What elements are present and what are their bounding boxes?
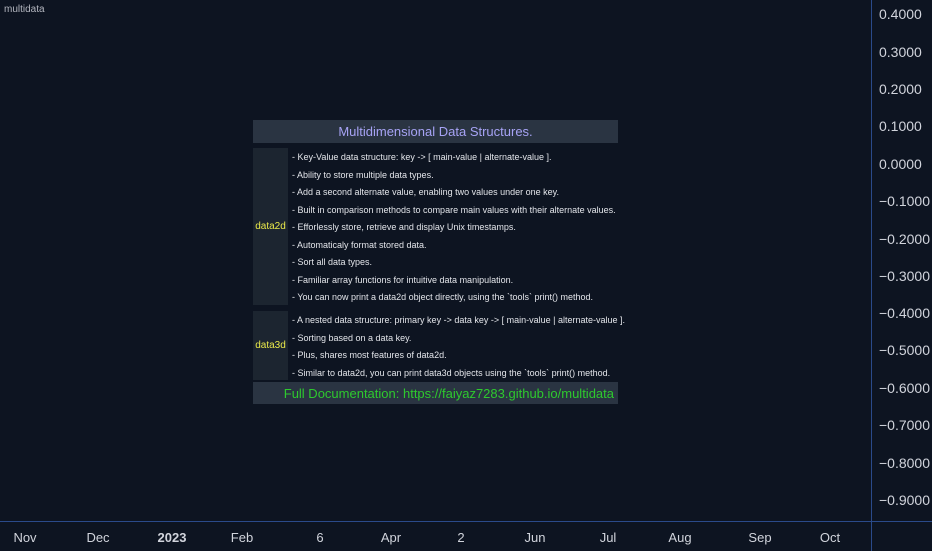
indicator-title[interactable]: multidata [4, 4, 45, 15]
time-label: Jul [599, 530, 617, 545]
table-row: - A nested data structure: primary key -> data key -> [ main-value | alternate-value ]. [292, 315, 625, 325]
time-label: 2 [457, 530, 465, 545]
table-row: - Similar to data2d, you can print data3d objects using the `tools` print() method. [292, 367, 611, 378]
time-label: Oct [819, 530, 841, 545]
table-row: - Built in comparison methods to compare main values with their alternate values. [292, 204, 616, 215]
price-label: 0.0000 [879, 156, 922, 172]
time-label: Sep [748, 530, 772, 545]
price-label: −0.2000 [879, 231, 930, 247]
table-row: - Ability to store multiple data types. [292, 169, 434, 180]
table-row: - Automaticaly format stored data. [292, 239, 427, 250]
price-label: −0.9000 [879, 492, 930, 508]
time-label: Apr [380, 530, 402, 545]
table-title: Multidimensional Data Structures. [253, 120, 618, 143]
time-label: 2023 [157, 530, 187, 545]
time-label: Feb [230, 530, 254, 545]
documentation-footer: Full Documentation: https://faiyaz7283.github.io/multidata [253, 382, 618, 404]
price-label: 0.3000 [879, 44, 922, 60]
time-label: Nov [13, 530, 37, 545]
time-scale[interactable] [0, 521, 871, 551]
time-label: Jun [524, 530, 546, 545]
price-label: −0.1000 [879, 193, 930, 209]
table-row: - Add a second alternate value, enabling two values under one key. [292, 187, 560, 197]
table-row: - You can now print a data2d object directly, using the `tools` print() method. [292, 292, 593, 302]
table-row: - Key-Value data structure: key -> [ main-value | alternate-value ]. [292, 152, 552, 162]
time-label: Aug [668, 530, 692, 545]
table-row: - Efforlessly store, retrieve and display Unix timestamps. [292, 222, 516, 232]
time-label: Dec [86, 530, 110, 545]
table-row: - Sort all data types. [292, 257, 373, 267]
price-label: −0.6000 [879, 380, 930, 396]
data3d-rows [288, 311, 625, 380]
price-label: −0.4000 [879, 305, 930, 321]
price-label: −0.5000 [879, 342, 930, 358]
table-row: - Plus, shares most features of data2d. [292, 350, 447, 360]
price-label: 0.4000 [879, 6, 922, 22]
data3d-label: data3d [253, 311, 288, 380]
table-row: - Familiar array functions for intuitive data manipulation. [292, 274, 514, 285]
price-label: 0.1000 [879, 118, 922, 134]
table-row: - Sorting based on a data key. [292, 332, 412, 343]
price-scale[interactable] [871, 0, 932, 521]
data2d-rows [288, 148, 618, 305]
price-label: 0.2000 [879, 81, 922, 97]
price-label: −0.8000 [879, 455, 930, 471]
price-label: −0.3000 [879, 268, 930, 284]
price-label: −0.7000 [879, 417, 930, 433]
time-label: 6 [316, 530, 324, 545]
data2d-label: data2d [253, 148, 288, 305]
scale-corner [871, 521, 932, 551]
